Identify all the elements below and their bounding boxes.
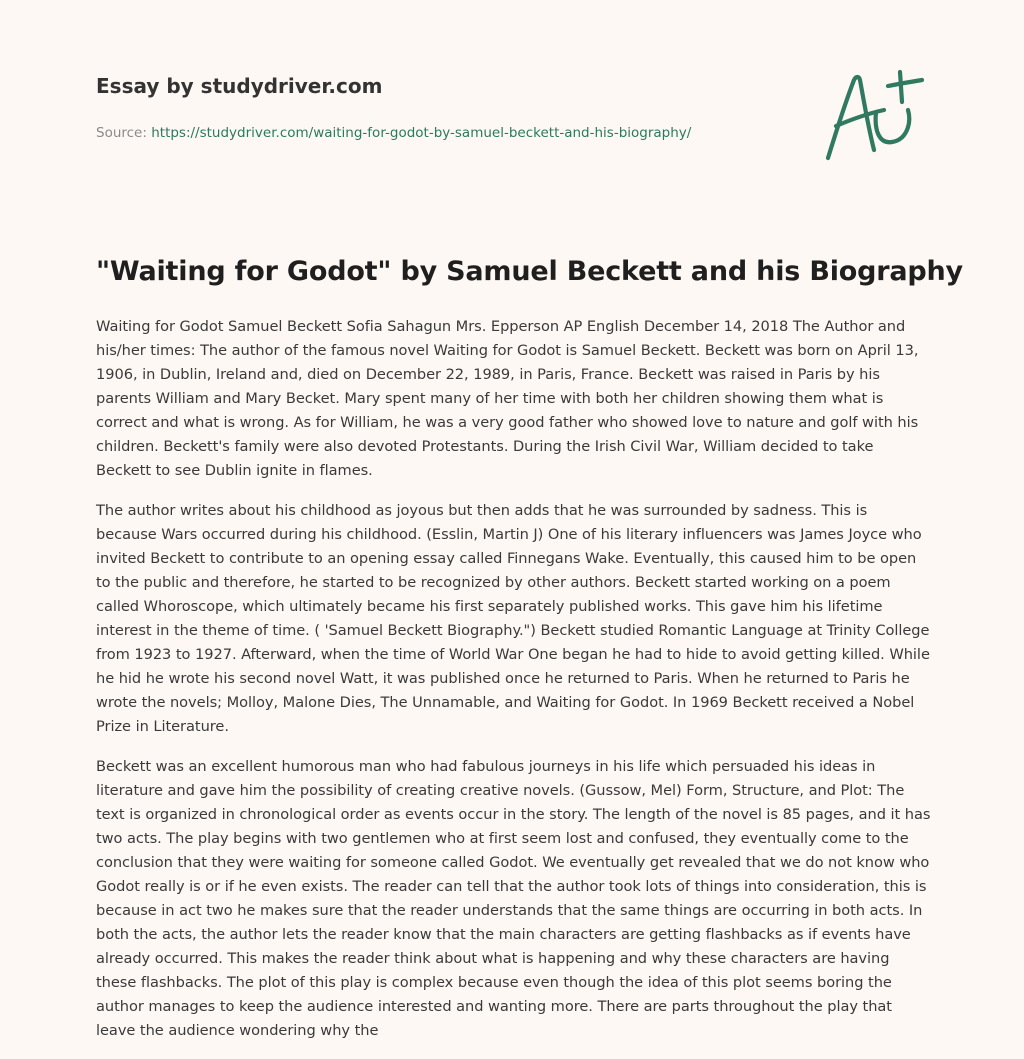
essay-paragraph: Beckett was an excellent humorous man who had fabulous journeys in his life which persuaded his ideas in literature and gave him the possibility of creating creative novels. (Gussow, Mel) Form, Structure, and Plot: The text is organized in chronological order as events occur in the story. The length of the novel is 85 pages, and it has two acts. The play begins with two gentlemen who at first seem lost and confused, they eventually come to the conclusion that they were waiting for someone called Godot. We eventually get revealed that we do not know who Godot really is or if he even exists. The reader can tell that the author took lots of things into consideration, this is because in act two he makes sure that the reader understands that the same things are occurring in both acts. In both the acts, the author lets the reader know that the main characters are getting flashbacks as if events have already occurred. This makes the reader think about what is happening and why these characters are having these flashbacks. The plot of this play is complex because even though the idea of this plot seems boring the author manages to keep the audience interested and wanting more. There are parts throughout the play that leave the audience wondering why the xyxy=(96,758,931,1039)
a-plus-logo-icon xyxy=(818,66,936,166)
page-header xyxy=(96,72,796,143)
source-label: Source: xyxy=(96,125,152,141)
essay-paragraph: Waiting for Godot Samuel Beckett Sofia Sahagun Mrs. Epperson AP English December 14, 2018 The Author and his/her times: The author of the famous novel Waiting for Godot is Samuel Beckett. Beckett was born on April 13, 1906, in Dublin, Ireland and, died on December 22, 1989, in Paris, France. Beckett was raised in Paris by his parents William and Mary Becket. Mary spent many of her time with both her children showing them what is correct and what is wrong. As for William, he was a very good father who showed love to nature and golf with his children. Beckett's family were also devoted Protestants. During the Irish Civil War, William decided to take Beckett to see Dublin ignite in flames. xyxy=(96,318,919,479)
essay-title: "Waiting for Godot" by Samuel Beckett and his Biography xyxy=(96,256,963,287)
brand-title: Essay by studydriver.com xyxy=(96,74,383,98)
source-line xyxy=(96,123,796,143)
source-link[interactable]: https://studydriver.com/waiting-for-godot-by-samuel-beckett-and-his-biography/ xyxy=(151,125,692,141)
essay-paragraph: The author writes about his childhood as joyous but then adds that he was surrounded by sadness. This is because Wars occurred during his childhood. (Esslin, Martin J) One of his literary influencers was James Joyce who invited Beckett to contribute to an opening essay called Finnegans Wake. Eventually, this caused him to be open to the public and therefore, he started to be recognized by other authors. Beckett started working on a poem called Whoroscope, which ultimately became his first separately published works. This gave him his lifetime interest in the theme of time. ( 'Samuel Beckett Biography.") Beckett studied Romantic Language at Trinity College from 1923 to 1927. Afterward, when the time of World War One began he had to hide to avoid getting killed. While he hid he wrote his second novel Watt, it was published once he returned to Paris. When he returned to Paris he wrote the novels; Molloy, Malone Dies, The Unnamable, and Waiting for Godot. In 1969 Beckett received a Nobel Prize in Literature. xyxy=(96,502,930,735)
essay-body xyxy=(96,315,932,1059)
